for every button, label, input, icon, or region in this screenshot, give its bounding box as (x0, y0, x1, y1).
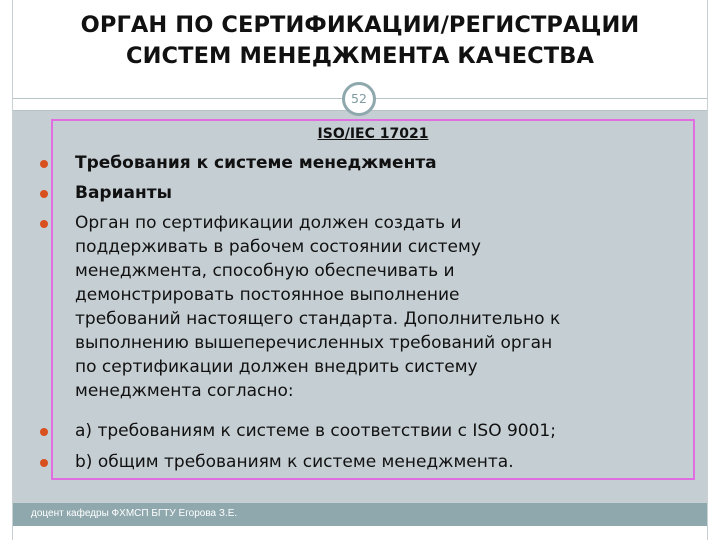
bullet-text-line: требований настоящего стандарта. Дополнительно к (75, 309, 561, 329)
footer-bar (13, 503, 707, 526)
bullet-dot-icon (40, 428, 48, 436)
bullet-text-line: по сертификации должен внедрить систему (75, 357, 478, 377)
bullet-text-line: выполнению вышеперечисленных требований орган (75, 333, 553, 353)
bullet-dot-icon (40, 220, 48, 228)
slide-title (13, 10, 707, 72)
bullet-text-line: а) требованиям к системе в соответствии с ISO 9001; (75, 421, 556, 441)
title-line-2: СИСТЕМ МЕНЕДЖМЕНТА КАЧЕСТВА (125, 43, 594, 69)
content-area (13, 111, 707, 503)
bullet-dot-icon (40, 459, 48, 467)
bullet-text-line: Орган по сертификации должен создать и (75, 213, 462, 233)
bullet-text-line: Варианты (75, 183, 172, 203)
page-number-badge: 52 (342, 82, 376, 116)
content-box (51, 119, 695, 480)
standard-subheading: ISO/IEC 17021 (317, 126, 429, 142)
title-line-1: ОРГАН ПО СЕРТИФИКАЦИИ/РЕГИСТРАЦИИ (80, 12, 640, 38)
bullet-text-line: b) общим требованиям к системе менеджмента. (75, 452, 514, 472)
bullet-text-line: Требования к системе менеджмента (75, 153, 437, 173)
bullet-text-line: менеджмента согласно: (75, 381, 294, 401)
bullet-text-line: демонстрировать постоянное выполнение (75, 285, 460, 305)
bullet-text-line: менеджмента, способную обеспечивать и (75, 261, 455, 281)
bullet-text-line: поддерживать в рабочем состоянии систему (75, 237, 481, 257)
footer-author: доцент кафедры ФХМСП БГТУ Егорова З.Е. (31, 508, 238, 519)
bullet-dot-icon (40, 190, 48, 198)
bullet-dot-icon (40, 160, 48, 168)
